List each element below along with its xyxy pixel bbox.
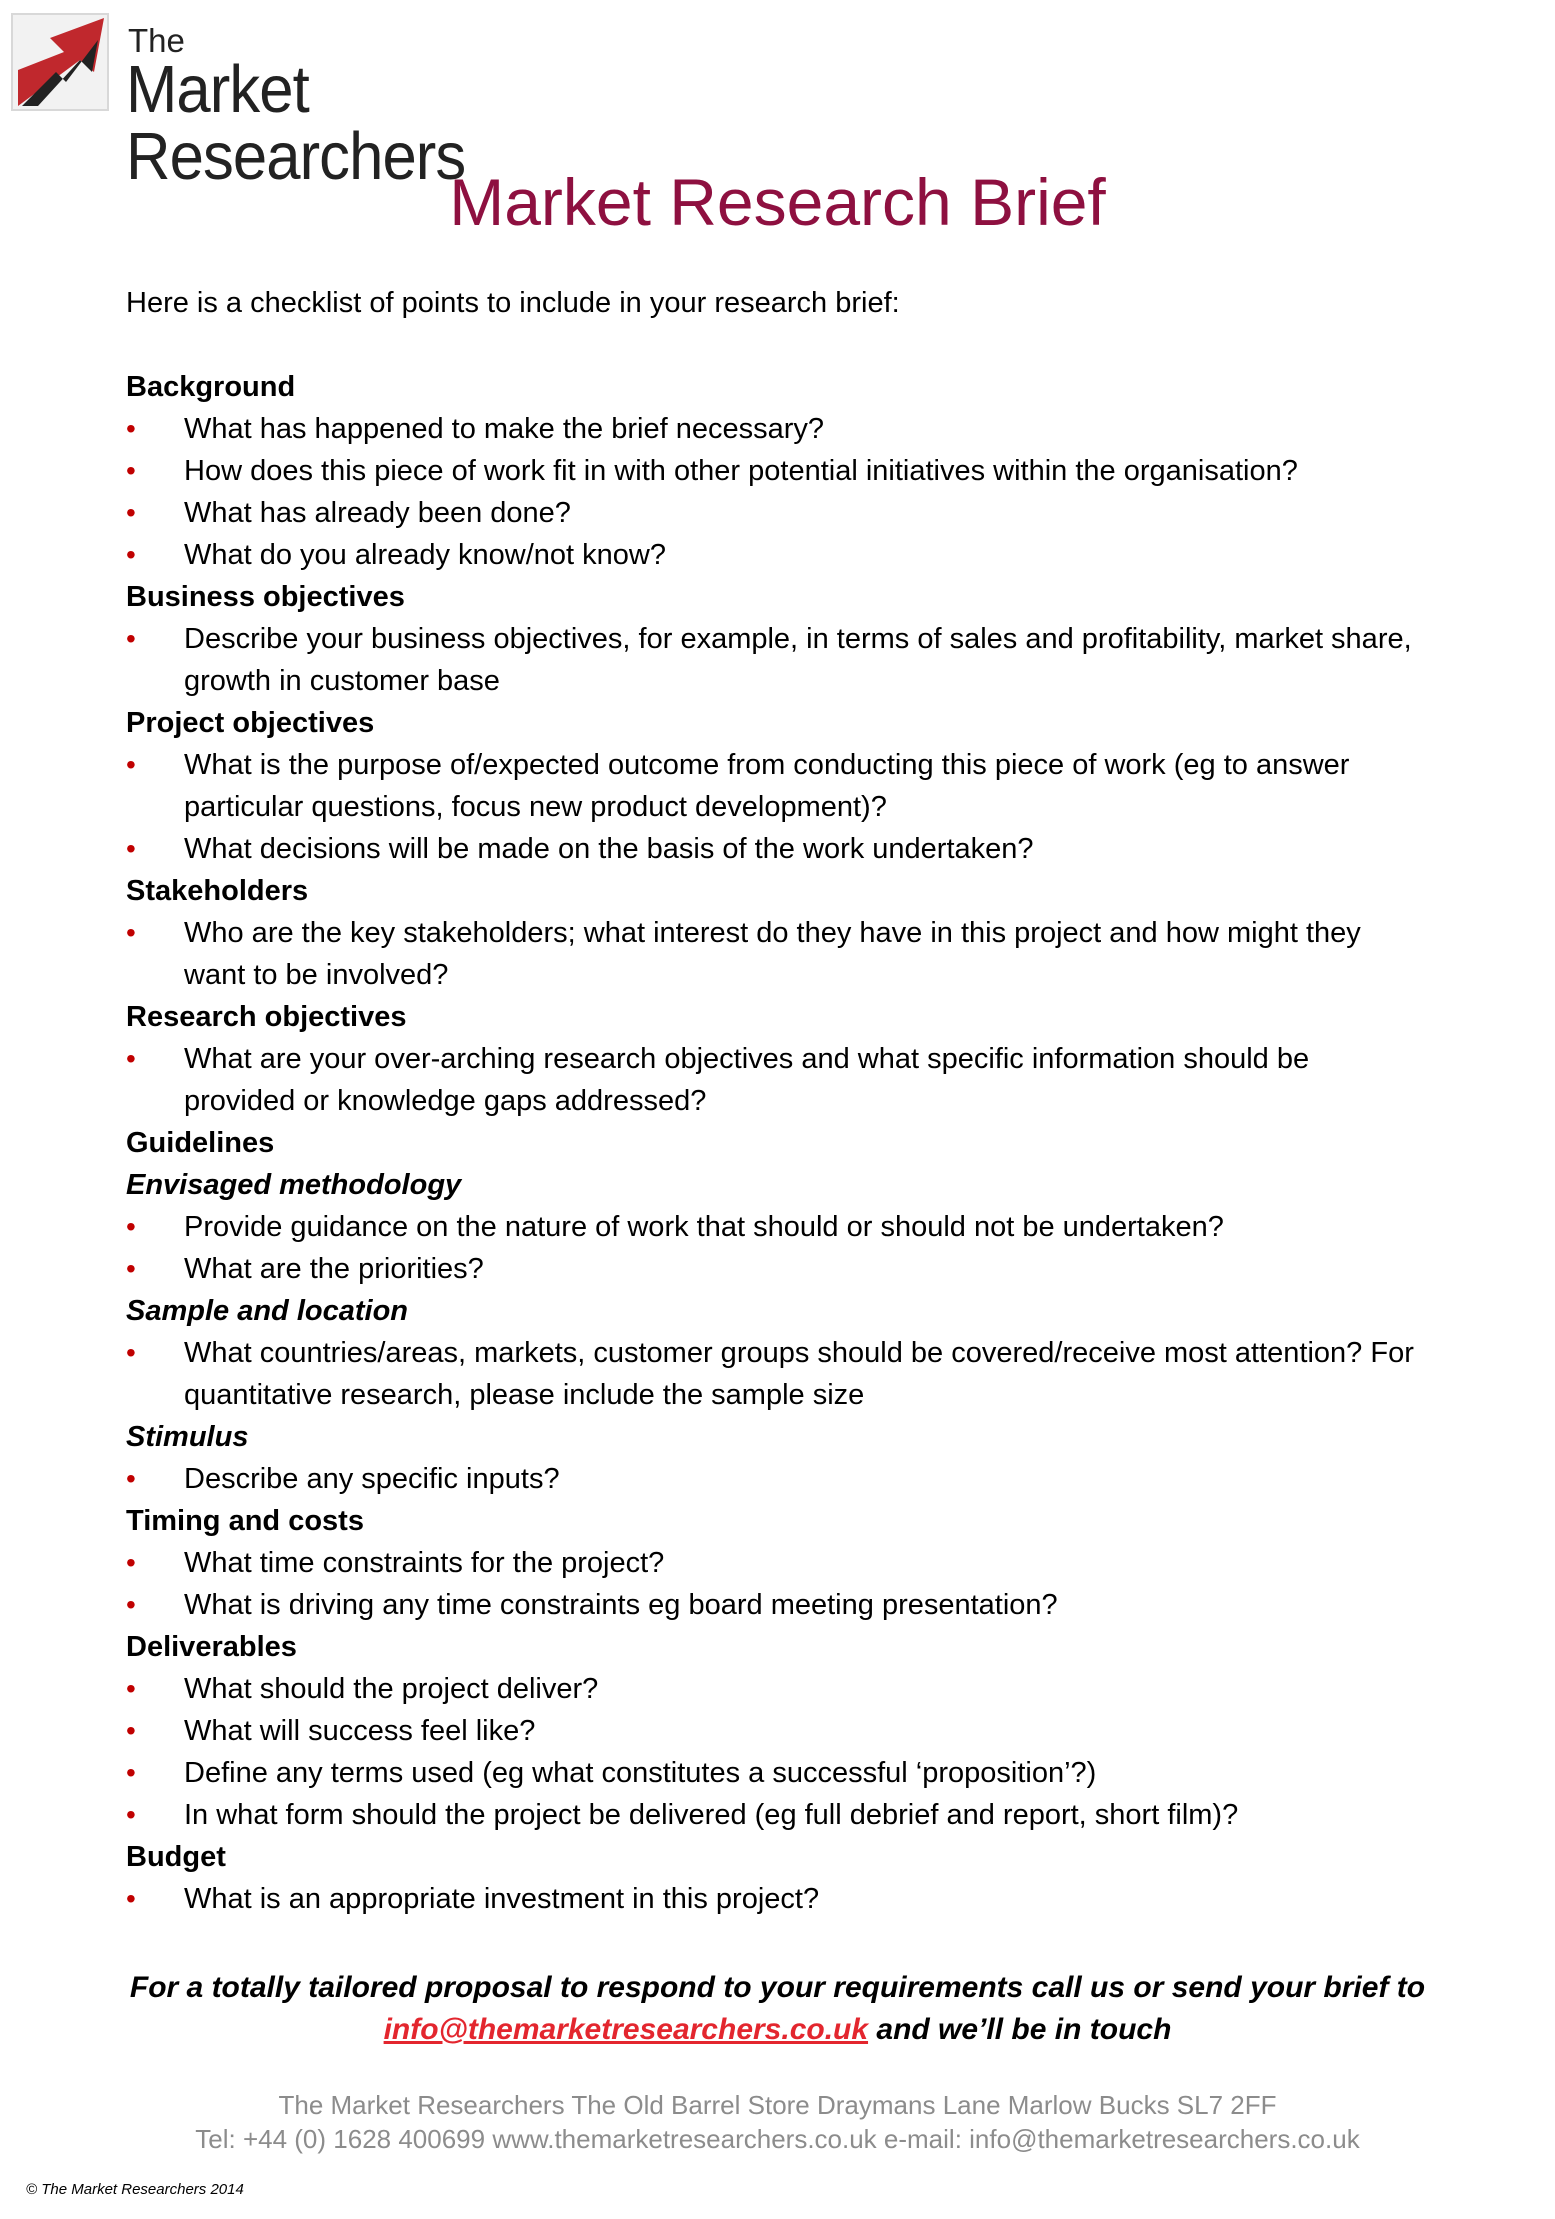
section-heading: Timing and costs bbox=[126, 1505, 364, 1537]
section-stimulus bbox=[126, 1416, 1426, 1500]
bullet-icon: • bbox=[126, 1757, 136, 1788]
list-item bbox=[126, 1668, 1426, 1710]
checklist-sections bbox=[126, 366, 1426, 1920]
section-heading: Project objectives bbox=[126, 707, 375, 739]
bullet-list bbox=[126, 1038, 1426, 1122]
list-item bbox=[126, 1584, 1426, 1626]
section-business-objectives bbox=[126, 576, 1426, 702]
cta-suffix: and we’ll be in touch bbox=[868, 2013, 1172, 2046]
list-item-text: What do you already know/not know? bbox=[184, 539, 666, 571]
list-item bbox=[126, 1710, 1426, 1752]
section-heading: Stimulus bbox=[126, 1421, 249, 1453]
section-heading: Sample and location bbox=[126, 1295, 408, 1327]
list-item-text: What are your over-arching research objectives and what specific information should be provided or knowledge gaps addressed? bbox=[184, 1043, 1310, 1117]
page-title: Market Research Brief bbox=[449, 165, 1106, 239]
checklist bbox=[126, 282, 1426, 1920]
section-deliverables bbox=[126, 1626, 1426, 1836]
bullet-icon: • bbox=[126, 539, 136, 570]
bullet-icon: • bbox=[126, 1715, 136, 1746]
list-item bbox=[126, 1878, 1426, 1920]
list-item-text: What is the purpose of/expected outcome from conducting this piece of work (eg to answer particular questions, focus new product development)? bbox=[184, 749, 1350, 823]
list-item bbox=[126, 828, 1426, 870]
list-item bbox=[126, 1542, 1426, 1584]
list-item bbox=[126, 1038, 1426, 1122]
list-item-text: What countries/areas, markets, customer groups should be covered/receive most attention? For quantitative research, please include the sample size bbox=[184, 1337, 1414, 1411]
list-item bbox=[126, 1332, 1426, 1416]
bullet-icon: • bbox=[126, 1589, 136, 1620]
bullet-icon: • bbox=[126, 1799, 136, 1830]
cta-line-1: For a totally tailored proposal to respond to your requirements call us or send your brief to bbox=[129, 1971, 1426, 2004]
list-item-text: What will success feel like? bbox=[184, 1715, 536, 1747]
list-item-text: Who are the key stakeholders; what interest do they have in this project and how might they want to be involved? bbox=[184, 917, 1361, 991]
list-item-text: Provide guidance on the nature of work that should or should not be undertaken? bbox=[184, 1211, 1224, 1243]
bullet-icon: • bbox=[126, 1547, 136, 1578]
bullet-icon: • bbox=[126, 917, 136, 948]
list-item-text: Describe any specific inputs? bbox=[184, 1463, 560, 1495]
section-research-objectives bbox=[126, 996, 1426, 1122]
list-item bbox=[126, 1794, 1426, 1836]
section-heading: Background bbox=[126, 371, 296, 403]
list-item-text: What has already been done? bbox=[184, 497, 571, 529]
bullet-icon: • bbox=[126, 623, 136, 654]
bullet-list bbox=[126, 1458, 1426, 1500]
call-to-action bbox=[0, 1967, 1555, 2051]
bullet-list bbox=[126, 1206, 1426, 1290]
section-timing-and-costs bbox=[126, 1500, 1426, 1626]
bullet-icon: • bbox=[126, 413, 136, 444]
list-item bbox=[126, 450, 1426, 492]
section-heading: Deliverables bbox=[126, 1631, 297, 1663]
list-item-text: Define any terms used (eg what constitutes a successful ‘proposition’?) bbox=[184, 1757, 1097, 1789]
bullet-icon: • bbox=[126, 1253, 136, 1284]
section-heading: Stakeholders bbox=[126, 875, 309, 907]
footer bbox=[0, 2088, 1555, 2156]
section-heading: Envisaged methodology bbox=[126, 1169, 462, 1201]
section-guidelines bbox=[126, 1122, 1426, 1164]
company-logo bbox=[8, 10, 708, 194]
list-item bbox=[126, 618, 1426, 702]
bullet-list bbox=[126, 744, 1426, 870]
bullet-icon: • bbox=[126, 1673, 136, 1704]
list-item-text: What are the priorities? bbox=[184, 1253, 484, 1285]
list-item-text: What is an appropriate investment in this project? bbox=[184, 1883, 820, 1915]
bullet-list bbox=[126, 1878, 1426, 1920]
bullet-icon: • bbox=[126, 1463, 136, 1494]
bullet-icon: • bbox=[126, 1337, 136, 1368]
list-item bbox=[126, 1206, 1426, 1248]
list-item-text: What decisions will be made on the basis of the work undertaken? bbox=[184, 833, 1034, 865]
section-heading: Guidelines bbox=[126, 1127, 275, 1159]
list-item-text: What should the project deliver? bbox=[184, 1673, 599, 1705]
bullet-icon: • bbox=[126, 749, 136, 780]
section-project-objectives bbox=[126, 702, 1426, 870]
email-link[interactable]: info@themarketresearchers.co.uk bbox=[383, 2013, 869, 2046]
section-heading: Budget bbox=[126, 1841, 226, 1873]
footer-contact: Tel: +44 (0) 1628 400699 www.themarketresearchers.co.uk e-mail: info@themarketresearchers.co.uk bbox=[195, 2124, 1360, 2154]
list-item-text: How does this piece of work fit in with other potential initiatives within the organisation? bbox=[184, 455, 1298, 487]
bullet-list bbox=[126, 1668, 1426, 1836]
bullet-icon: • bbox=[126, 1043, 136, 1074]
copyright-notice: © The Market Researchers 2014 bbox=[26, 2181, 244, 2198]
bullet-icon: • bbox=[126, 1211, 136, 1242]
list-item bbox=[126, 1458, 1426, 1500]
section-background bbox=[126, 366, 1426, 576]
bullet-icon: • bbox=[126, 455, 136, 486]
list-item-text: What time constraints for the project? bbox=[184, 1547, 665, 1579]
section-heading: Business objectives bbox=[126, 581, 405, 613]
list-item bbox=[126, 912, 1426, 996]
intro-text: Here is a checklist of points to include in your research brief: bbox=[126, 287, 900, 319]
bullet-list bbox=[126, 618, 1426, 702]
section-heading: Research objectives bbox=[126, 1001, 407, 1033]
logo-arrow-icon bbox=[8, 10, 116, 114]
cta-line-2 bbox=[0, 2009, 1555, 2051]
list-item bbox=[126, 534, 1426, 576]
list-item bbox=[126, 1752, 1426, 1794]
footer-address: The Market Researchers The Old Barrel Store Draymans Lane Marlow Bucks SL7 2FF bbox=[278, 2090, 1277, 2120]
bullet-list bbox=[126, 912, 1426, 996]
list-item-text: Describe your business objectives, for example, in terms of sales and profitability, market share, growth in customer base bbox=[184, 623, 1412, 697]
section-envisaged-methodology bbox=[126, 1164, 1426, 1290]
list-item-text: In what form should the project be delivered (eg full debrief and report, short film)? bbox=[184, 1799, 1239, 1831]
section-budget bbox=[126, 1836, 1426, 1920]
section-sample-and-location bbox=[126, 1290, 1426, 1416]
section-stakeholders bbox=[126, 870, 1426, 996]
list-item bbox=[126, 744, 1426, 828]
list-item bbox=[126, 408, 1426, 450]
bullet-list bbox=[126, 1332, 1426, 1416]
list-item bbox=[126, 492, 1426, 534]
bullet-list bbox=[126, 1542, 1426, 1626]
bullet-icon: • bbox=[126, 833, 136, 864]
list-item-text: What is driving any time constraints eg board meeting presentation? bbox=[184, 1589, 1058, 1621]
bullet-list bbox=[126, 408, 1426, 576]
logo-text-the: The bbox=[128, 22, 185, 59]
bullet-icon: • bbox=[126, 1883, 136, 1914]
bullet-icon: • bbox=[126, 497, 136, 528]
logo-text-name: Market Researchers bbox=[126, 52, 466, 194]
list-item-text: What has happened to make the brief necessary? bbox=[184, 413, 824, 445]
list-item bbox=[126, 1248, 1426, 1290]
